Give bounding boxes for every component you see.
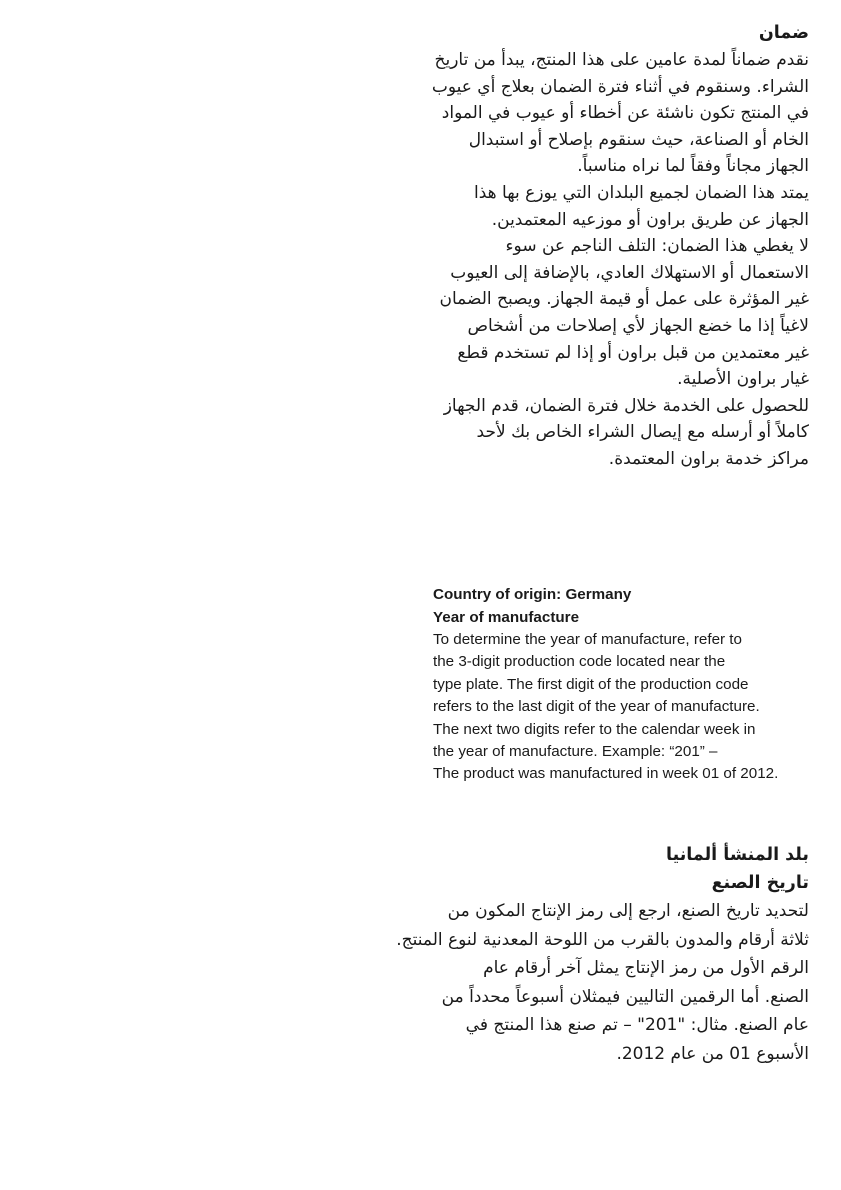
warranty-line: في المنتج تكون ناشئة عن أخطاء أو عيوب في المواد bbox=[441, 103, 809, 124]
warranty-line: لاغياً إذا ما خضع الجهاز لأي إصلاحات من أشخاص bbox=[467, 315, 809, 336]
year-of-manufacture-heading-arabic: تاريخ الصنع bbox=[711, 873, 809, 893]
warranty-line: غيار براون الأصلية. bbox=[677, 369, 809, 390]
origin-section-arabic bbox=[389, 841, 809, 1069]
origin-line-arabic: الرقم الأول من رمز الإنتاج يمثل آخر أرقام عام bbox=[483, 958, 809, 979]
warranty-line: لا يغطي هذا الضمان: التلف الناجم عن سوء bbox=[505, 236, 809, 257]
warranty-line: غير معتمدين من قبل براون أو إذا لم تستخدم قطع bbox=[457, 342, 809, 363]
warranty-line: مراكز خدمة براون المعتمدة. bbox=[608, 448, 809, 469]
warranty-line: يمتد هذا الضمان لجميع البلدان التي يوزع بها هذا bbox=[474, 182, 809, 203]
origin-line: The next two digits refer to the calendar week in bbox=[433, 720, 756, 738]
country-of-origin-heading: Country of origin: Germany bbox=[433, 586, 632, 603]
origin-line: refers to the last digit of the year of manufacture. bbox=[433, 698, 760, 716]
warranty-line: الجهاز عن طريق براون أو موزعيه المعتمدين. bbox=[491, 209, 809, 230]
origin-line-arabic: عام الصنع. مثال: "201" – تم صنع هذا المنتج في bbox=[465, 1015, 809, 1036]
warranty-line: الشراء. وسنقوم في أثناء فترة الضمان بعلاج أي عيوب bbox=[431, 76, 809, 97]
origin-line: type plate. The first digit of the production code bbox=[433, 675, 749, 693]
origin-line-arabic: ثلاثة أرقام والمدون بالقرب من اللوحة المعدنية لنوع المنتج. bbox=[396, 929, 809, 950]
warranty-line: للحصول على الخدمة خلال فترة الضمان، قدم الجهاز bbox=[443, 395, 809, 416]
origin-line: the year of manufacture. Example: “201” – bbox=[433, 742, 718, 760]
warranty-line: غير المؤثرة على عمل أو قيمة الجهاز. ويصبح الضمان bbox=[439, 289, 809, 310]
warranty-line: الخام أو الصناعة، حيث سنقوم بإصلاح أو استبدال bbox=[468, 129, 809, 150]
origin-line: The product was manufactured in week 01 of 2012. bbox=[433, 765, 779, 783]
origin-section-english bbox=[433, 584, 823, 786]
warranty-heading: ضمان bbox=[758, 23, 809, 43]
origin-line: To determine the year of manufacture, refer to bbox=[433, 631, 742, 648]
country-of-origin-heading-arabic: بلد المنشأ ألمانيا bbox=[666, 845, 809, 865]
warranty-line: كاملاً أو أرسله مع إيصال الشراء الخاص بك لأحد bbox=[476, 422, 809, 443]
origin-line: the 3-digit production code located near the bbox=[433, 653, 726, 671]
year-of-manufacture-heading: Year of manufacture bbox=[433, 608, 580, 626]
origin-line-arabic: لتحديد تاريخ الصنع، ارجع إلى رمز الإنتاج المكون من bbox=[447, 901, 809, 921]
origin-line-arabic: الأسبوع 01 من عام 2012. bbox=[616, 1043, 809, 1064]
warranty-line: الاستعمال أو الاستهلاك العادي، بالإضافة إلى العيوب bbox=[450, 262, 809, 283]
origin-line-arabic: الصنع. أما الرقمين التاليين فيمثلان أسبوعاً محدداً من bbox=[441, 986, 809, 1007]
warranty-line: نقدم ضماناً لمدة عامين على هذا المنتج، يبدأ من تاريخ bbox=[434, 50, 809, 70]
warranty-line: الجهاز مجاناً وفقاً لما نراه مناسباً. bbox=[577, 156, 809, 177]
warranty-section-arabic bbox=[389, 19, 809, 473]
